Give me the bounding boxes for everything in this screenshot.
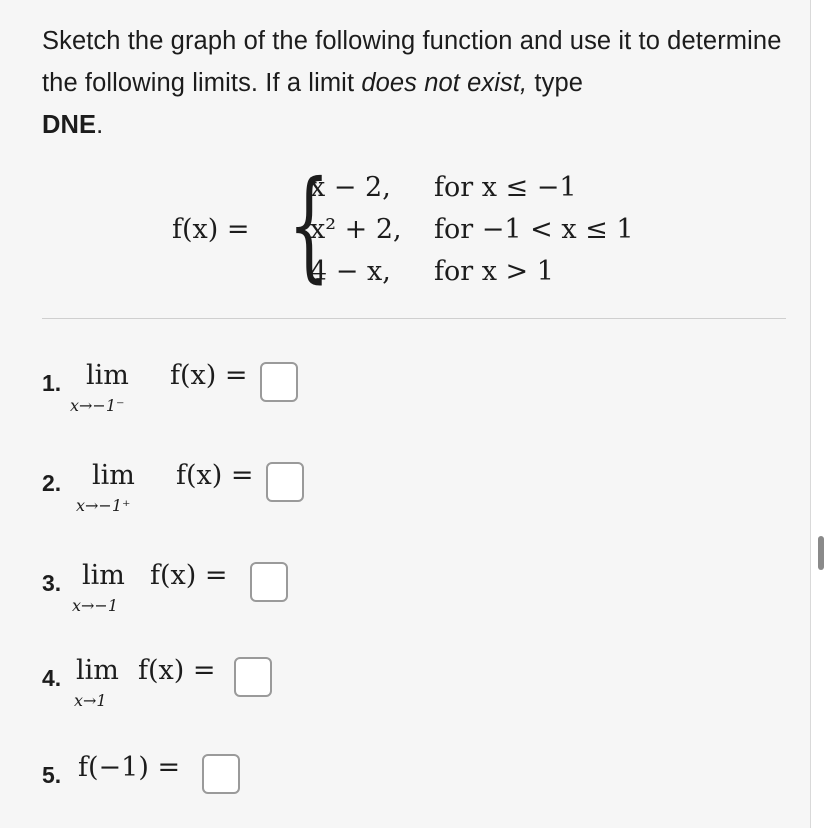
instructions-part2: type [527,69,584,97]
divider [42,318,786,319]
lim-subscript: x→−1⁻ [70,396,125,415]
question-expression: f(x) = [138,655,216,686]
lim-subscript: x→1 [74,691,107,710]
question-expression: f(−1) = [78,752,181,783]
case-expr-1: x − 2, [310,172,391,203]
question-number: 5. [42,762,62,788]
answer-input-1[interactable] [260,362,298,402]
lim-word: lim [82,560,125,591]
case-expr-2: x² + 2, [310,214,402,245]
answer-input-5[interactable] [202,754,240,794]
question-number: 4. [42,665,62,691]
scrollbar-track[interactable] [811,0,828,828]
instructions-emphasis: does not exist, [361,69,528,97]
question-expression: f(x) = [150,560,228,591]
question-number: 2. [42,470,62,496]
case-cond-1: for x ≤ −1 [434,172,577,203]
piecewise-function [172,156,692,295]
scrollbar-thumb[interactable] [818,536,824,570]
instructions-text [42,20,802,146]
answer-input-4[interactable] [234,657,272,697]
lim-word: lim [92,460,135,491]
lim-subscript: x→−1⁺ [76,496,131,515]
question-number: 1. [42,370,62,396]
left-brace: { [288,156,330,295]
question-expression: f(x) = [170,360,248,391]
answer-input-3[interactable] [250,562,288,602]
function-lhs: f(x) = [172,214,250,245]
question-number: 3. [42,570,62,596]
instructions-part1: Sketch the graph of the following function and use it to determine the following limits. If a limit [42,27,782,97]
case-expr-3: 4 − x, [310,256,391,287]
case-cond-3: for x > 1 [434,256,554,287]
case-cond-2: for −1 < x ≤ 1 [434,214,634,245]
lim-word: lim [86,360,129,391]
question-expression: f(x) = [176,460,254,491]
lim-word: lim [76,655,119,686]
lim-subscript: x→−1 [72,596,119,615]
instructions-period: . [96,111,104,139]
instructions-dne: DNE [42,111,97,139]
answer-input-2[interactable] [266,462,304,502]
